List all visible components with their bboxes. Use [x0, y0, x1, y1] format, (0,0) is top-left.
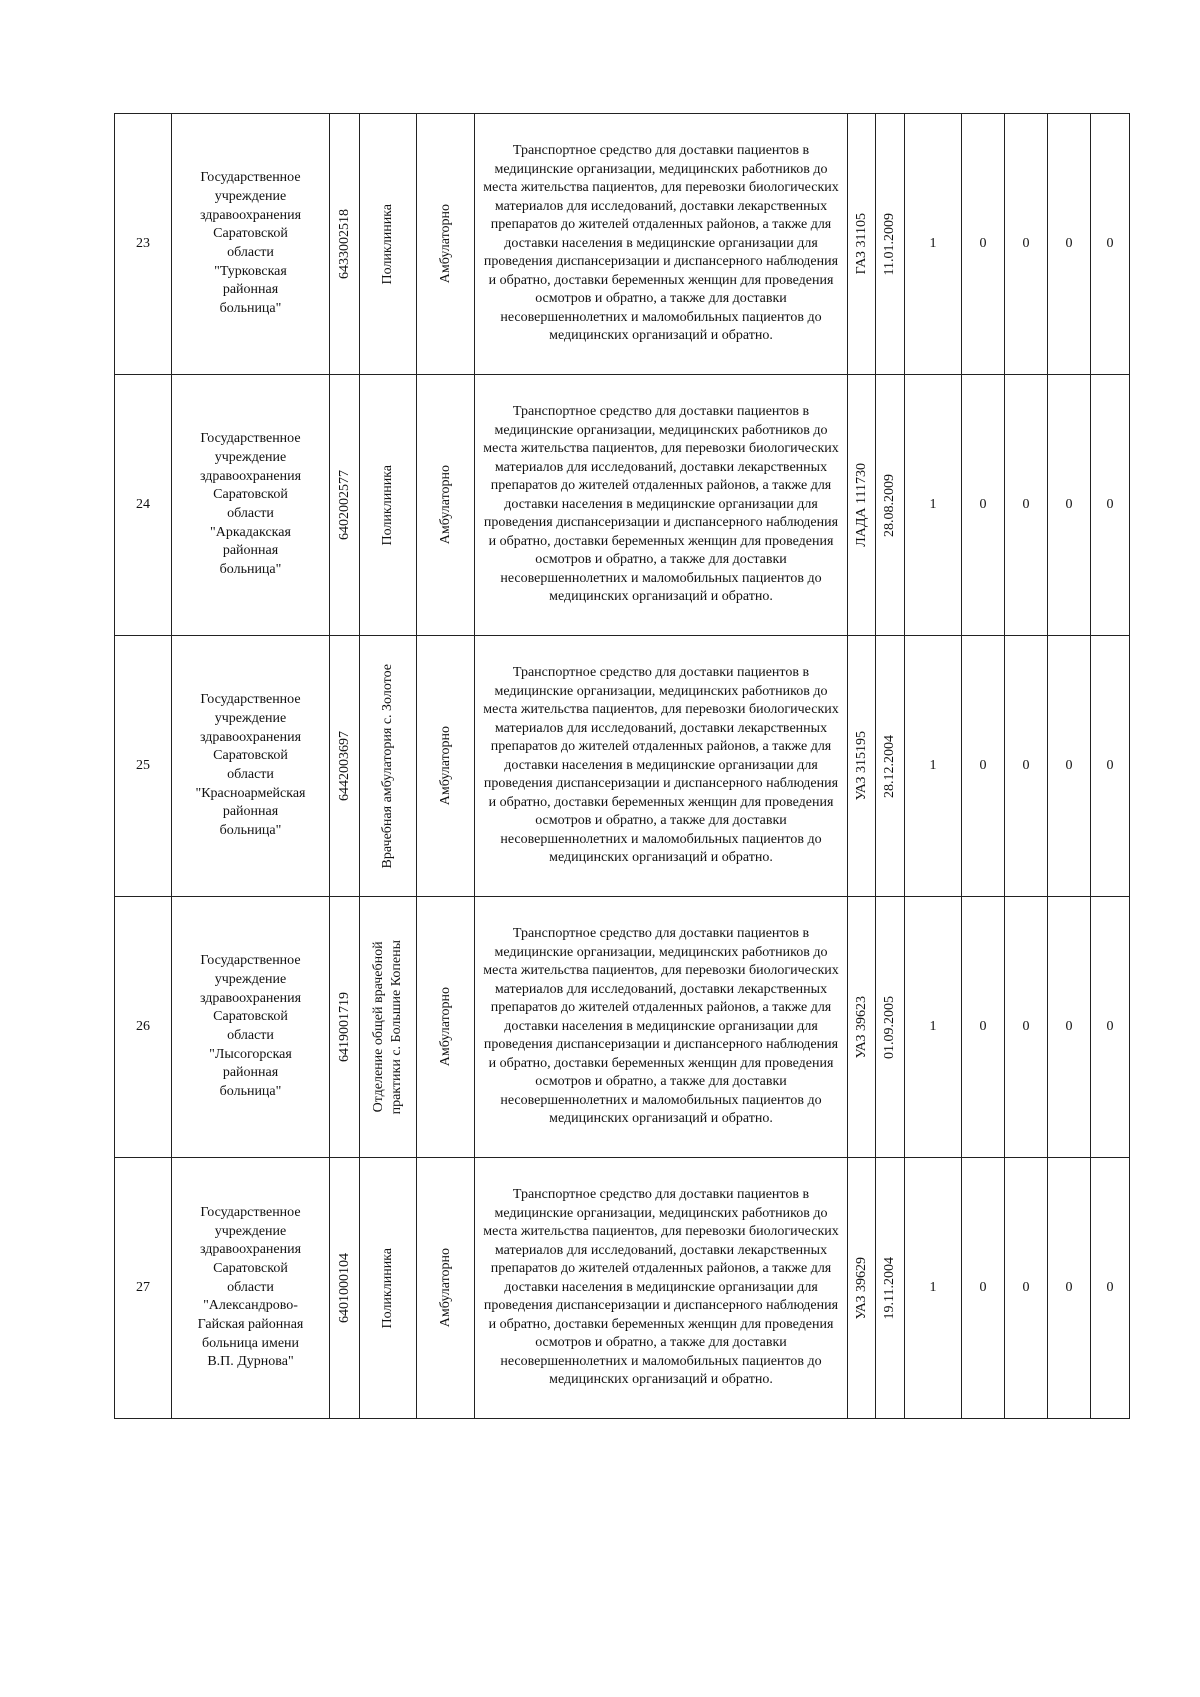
division-cell: Отделение общей врачебной практики с. Большие Копены: [360, 897, 417, 1158]
division-cell: Поликлиника: [360, 114, 417, 375]
division-cell: Поликлиника: [360, 1158, 417, 1419]
inn-cell: 6419001719: [330, 897, 360, 1158]
count-cell-2: 0: [962, 636, 1005, 897]
count-cell-1: 1: [905, 375, 962, 636]
count-cell-4: 0: [1048, 897, 1091, 1158]
vehicle-model: ГАЗ 31105: [848, 114, 876, 375]
vehicle-purpose: Транспортное средство для доставки пациентов в медицинские организации, медицинских работников до места жительства пациентов, для перевозки биологических материалов для исследований, доставки лекарственных препаратов до жителей отдаленных районов, а также для доставки населения в медицинские организации для проведения диспансеризации и диспансерного наблюдения и обратно, доставки беременных женщин для проведения осмотров и обратно, а также для доставки несовершеннолетних и маломобильных пациентов до медицинских организаций и обратно.: [475, 114, 848, 375]
vehicle-model: УАЗ 315195: [848, 636, 876, 897]
table-row: [115, 114, 1130, 375]
vehicle-model: УАЗ 39623: [848, 897, 876, 1158]
vehicle-purpose: Транспортное средство для доставки пациентов в медицинские организации, медицинских работников до места жительства пациентов, для перевозки биологических материалов для исследований, доставки лекарственных препаратов до жителей отдаленных районов, а также для доставки населения в медицинские организации для проведения диспансеризации и диспансерного наблюдения и обратно, доставки беременных женщин для проведения осмотров и обратно, а также для доставки несовершеннолетних и маломобильных пациентов до медицинских организаций и обратно.: [475, 636, 848, 897]
mode-cell: Амбулаторно: [417, 636, 475, 897]
organization-name: Государственное учреждение здравоохранения Саратовской области "Александрово- Гайская районная больница имени В.П. Дурнова": [172, 1158, 330, 1419]
mode-cell: Амбулаторно: [417, 1158, 475, 1419]
count-cell-5: 0: [1091, 897, 1130, 1158]
count-cell-2: 0: [962, 114, 1005, 375]
vehicle-table: [114, 113, 1130, 1419]
count-cell-5: 0: [1091, 114, 1130, 375]
vehicle-date: 28.08.2009: [876, 375, 905, 636]
count-cell-3: 0: [1005, 636, 1048, 897]
organization-name: Государственное учреждение здравоохранения Саратовской области "Лысогорская районная больница": [172, 897, 330, 1158]
count-cell-3: 0: [1005, 1158, 1048, 1419]
table-row: [115, 375, 1130, 636]
vehicle-date: 11.01.2009: [876, 114, 905, 375]
vehicle-model: УАЗ 39629: [848, 1158, 876, 1419]
count-cell-4: 0: [1048, 114, 1091, 375]
vehicle-date: 19.11.2004: [876, 1158, 905, 1419]
table-row: [115, 897, 1130, 1158]
organization-name: Государственное учреждение здравоохранения Саратовской области "Аркадакская районная больница": [172, 375, 330, 636]
mode-cell: Амбулаторно: [417, 897, 475, 1158]
vehicle-model: ЛАДА 111730: [848, 375, 876, 636]
count-cell-4: 0: [1048, 375, 1091, 636]
count-cell-2: 0: [962, 1158, 1005, 1419]
count-cell-5: 0: [1091, 636, 1130, 897]
division-cell: Врачебная амбулатория с. Золотое: [360, 636, 417, 897]
inn-cell: 6442003697: [330, 636, 360, 897]
mode-cell: Амбулаторно: [417, 114, 475, 375]
vehicle-purpose: Транспортное средство для доставки пациентов в медицинские организации, медицинских работников до места жительства пациентов, для перевозки биологических материалов для исследований, доставки лекарственных препаратов до жителей отдаленных районов, а также для доставки населения в медицинские организации для проведения диспансеризации и диспансерного наблюдения и обратно, доставки беременных женщин для проведения осмотров и обратно, а также для доставки несовершеннолетних и маломобильных пациентов до медицинских организаций и обратно.: [475, 897, 848, 1158]
table-row: [115, 1158, 1130, 1419]
count-cell-1: 1: [905, 636, 962, 897]
table-row: [115, 636, 1130, 897]
row-number: 26: [115, 897, 172, 1158]
vehicle-date: 01.09.2005: [876, 897, 905, 1158]
row-number: 25: [115, 636, 172, 897]
count-cell-2: 0: [962, 375, 1005, 636]
inn-cell: 6401000104: [330, 1158, 360, 1419]
division-cell: Поликлиника: [360, 375, 417, 636]
vehicle-purpose: Транспортное средство для доставки пациентов в медицинские организации, медицинских работников до места жительства пациентов, для перевозки биологических материалов для исследований, доставки лекарственных препаратов до жителей отдаленных районов, а также для доставки населения в медицинские организации для проведения диспансеризации и диспансерного наблюдения и обратно, доставки беременных женщин для проведения осмотров и обратно, а также для доставки несовершеннолетних и маломобильных пациентов до медицинских организаций и обратно.: [475, 375, 848, 636]
row-number: 27: [115, 1158, 172, 1419]
organization-name: Государственное учреждение здравоохранения Саратовской области "Красноармейская районная больница": [172, 636, 330, 897]
inn-cell: 6402002577: [330, 375, 360, 636]
count-cell-1: 1: [905, 897, 962, 1158]
inn-cell: 6433002518: [330, 114, 360, 375]
count-cell-4: 0: [1048, 636, 1091, 897]
count-cell-3: 0: [1005, 375, 1048, 636]
count-cell-1: 1: [905, 1158, 962, 1419]
vehicle-purpose: Транспортное средство для доставки пациентов в медицинские организации, медицинских работников до места жительства пациентов, для перевозки биологических материалов для исследований, доставки лекарственных препаратов до жителей отдаленных районов, а также для доставки населения в медицинские организации для проведения диспансеризации и диспансерного наблюдения и обратно, доставки беременных женщин для проведения осмотров и обратно, а также для доставки несовершеннолетних и маломобильных пациентов до медицинских организаций и обратно.: [475, 1158, 848, 1419]
row-number: 24: [115, 375, 172, 636]
vehicle-date: 28.12.2004: [876, 636, 905, 897]
mode-cell: Амбулаторно: [417, 375, 475, 636]
row-number: 23: [115, 114, 172, 375]
count-cell-3: 0: [1005, 114, 1048, 375]
organization-name: Государственное учреждение здравоохранения Саратовской области "Турковская районная больница": [172, 114, 330, 375]
count-cell-3: 0: [1005, 897, 1048, 1158]
count-cell-5: 0: [1091, 375, 1130, 636]
count-cell-4: 0: [1048, 1158, 1091, 1419]
count-cell-2: 0: [962, 897, 1005, 1158]
count-cell-5: 0: [1091, 1158, 1130, 1419]
count-cell-1: 1: [905, 114, 962, 375]
